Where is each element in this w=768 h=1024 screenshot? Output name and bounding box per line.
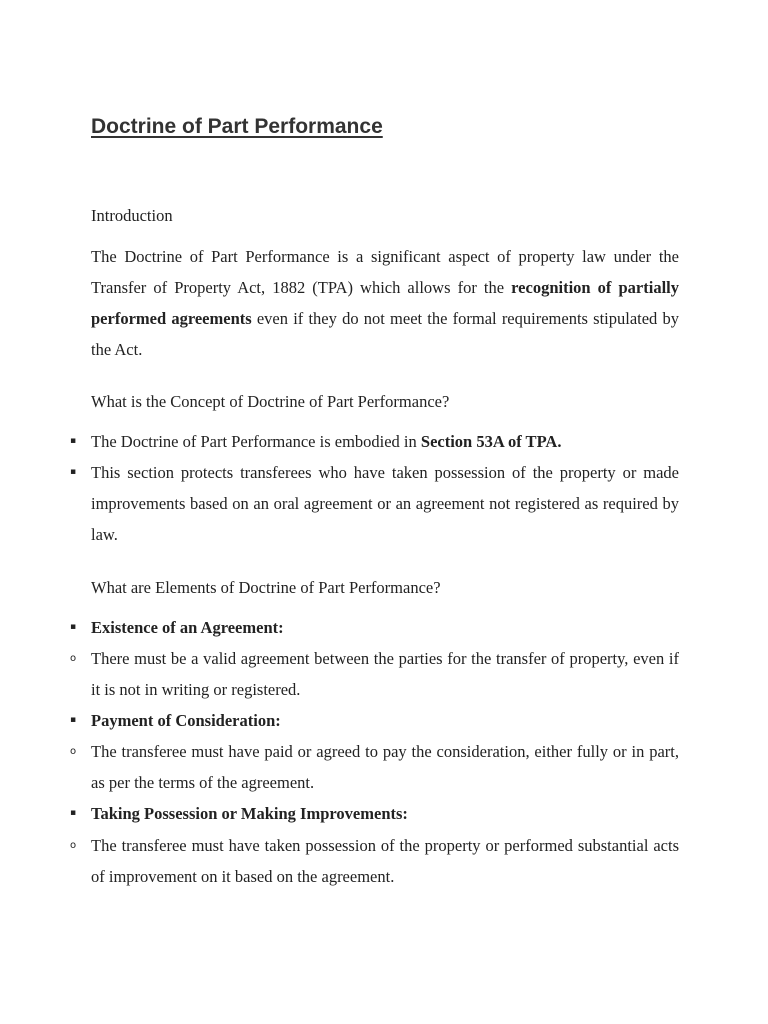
- introduction-paragraph: [91, 241, 679, 365]
- square-bullet-icon: ▪: [69, 436, 77, 446]
- element-detail-item: [69, 643, 679, 705]
- element-label: Existence of an Agreement:: [91, 618, 284, 637]
- element-detail: The transferee must have paid or agreed to pay the consideration, either fully or in part, as per the terms of the agreement.: [91, 742, 679, 792]
- introduction-text-end: even if they do not meet the formal requirements stipulated by the Act.: [91, 309, 679, 359]
- circle-bullet-icon: o: [69, 653, 77, 664]
- element-detail-item: [69, 736, 679, 798]
- element-detail: There must be a valid agreement between the parties for the transfer of property, even if it is not in writing or registered.: [91, 649, 679, 699]
- introduction-text-start: The Doctrine of Part Performance is a significant aspect of property law under the Transfer of Property Act, 1882 (TPA) which allows for the: [91, 247, 679, 297]
- element-label-item: [69, 705, 679, 736]
- circle-bullet-icon: o: [69, 746, 77, 757]
- square-bullet-icon: ▪: [69, 808, 77, 818]
- concept-bullet-item: [69, 426, 679, 457]
- square-bullet-icon: ▪: [69, 715, 77, 725]
- element-label: Payment of Consideration:: [91, 711, 281, 730]
- concept-bullet-text: The Doctrine of Part Performance is embodied in: [91, 432, 421, 451]
- element-label-item: [69, 798, 679, 829]
- element-detail-item: [69, 830, 679, 892]
- introduction-heading: Introduction: [91, 206, 173, 225]
- concept-bullet-item: [69, 457, 679, 550]
- concept-heading: What is the Concept of Doctrine of Part Performance?: [91, 392, 450, 411]
- concept-bullet-text: This section protects transferees who have taken possession of the property or made improvements based on an oral agreement or an agreement not registered as required by law.: [91, 463, 679, 544]
- square-bullet-icon: ▪: [69, 467, 77, 477]
- circle-bullet-icon: o: [69, 840, 77, 851]
- introduction-bold-phrase: recognition of partially performed agreements: [91, 278, 679, 328]
- element-label: Taking Possession or Making Improvements:: [91, 804, 408, 823]
- concept-bullet-bold: Section 53A of TPA.: [420, 432, 562, 451]
- elements-heading: What are Elements of Doctrine of Part Performance?: [91, 578, 441, 597]
- document-title: Doctrine of Part Performance: [91, 115, 383, 138]
- element-detail: The transferee must have taken possession of the property or performed substantial acts of improvement on it based on the agreement.: [91, 836, 679, 886]
- element-label-item: [69, 612, 679, 643]
- square-bullet-icon: ▪: [69, 622, 77, 632]
